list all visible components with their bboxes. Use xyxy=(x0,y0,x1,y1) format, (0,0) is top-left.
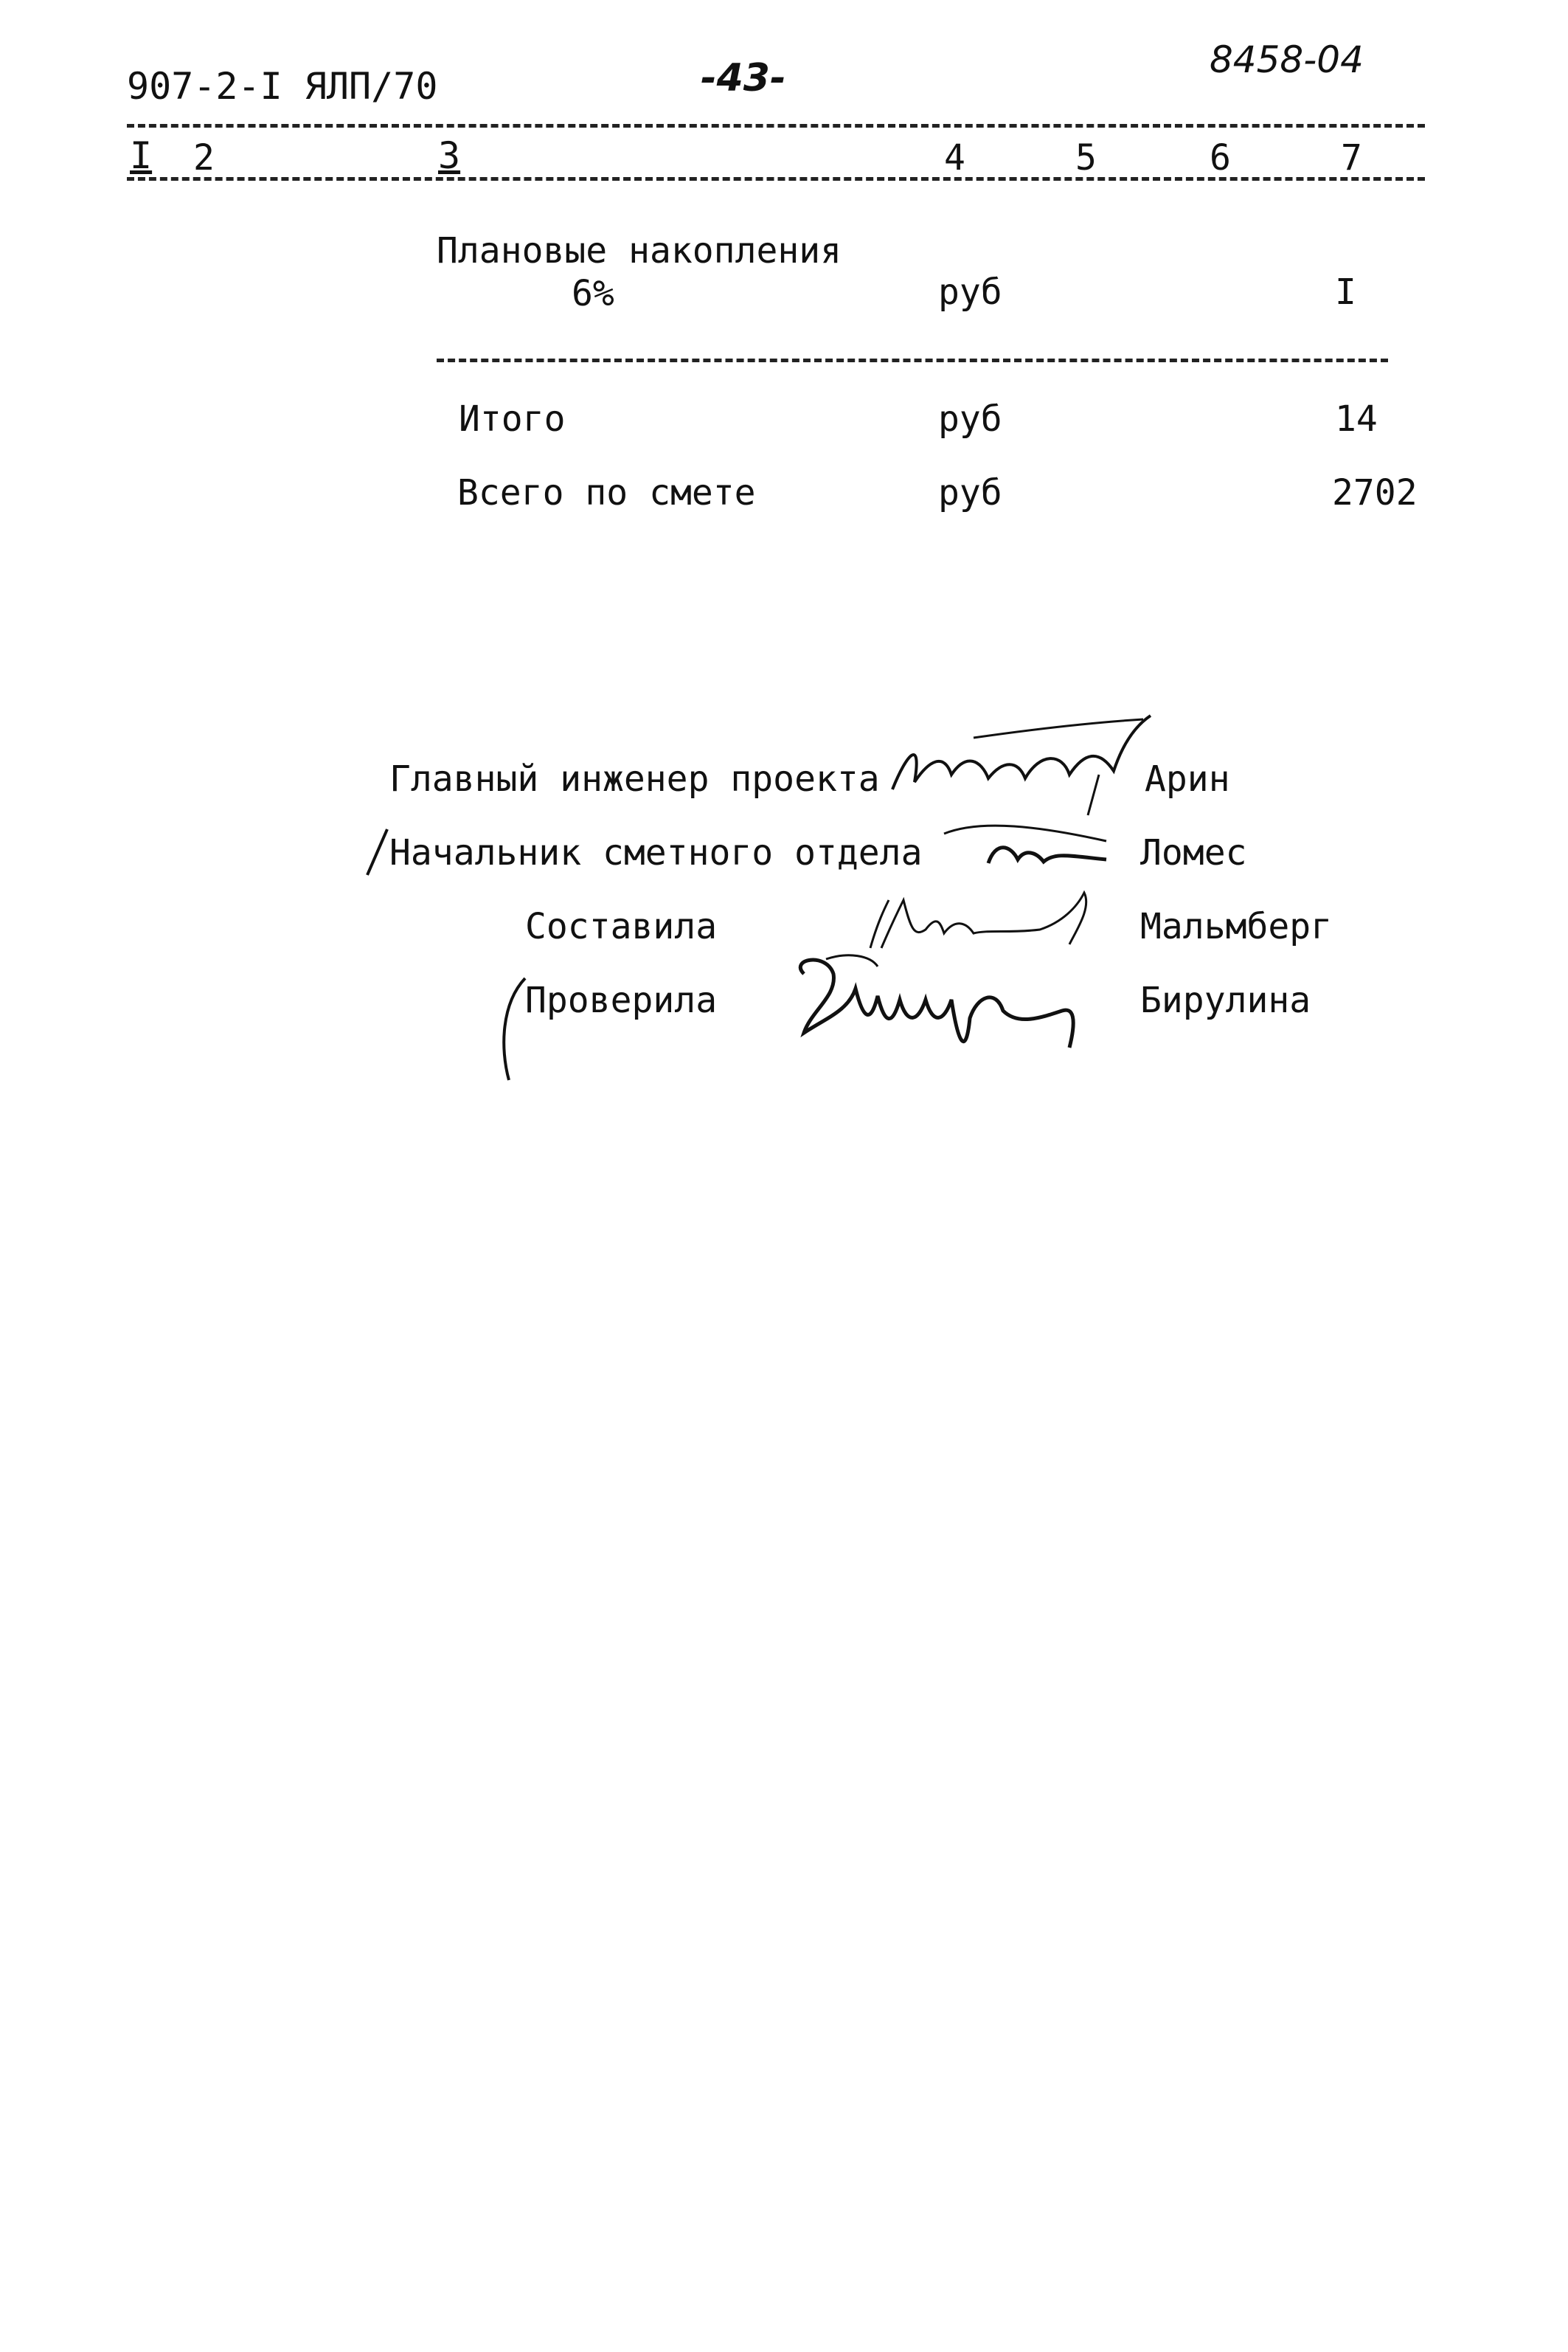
signature-name: Арин xyxy=(1145,758,1230,800)
row-note: 6% xyxy=(572,273,614,314)
column-row-divider xyxy=(127,177,1425,181)
row-unit: руб xyxy=(938,271,1002,313)
handwritten-signature xyxy=(937,812,1128,878)
signature-role: Начальник сметного отдела xyxy=(389,832,923,874)
column-number: 6 xyxy=(1210,137,1231,179)
row-value: 2702 xyxy=(1332,472,1418,513)
column-number: I xyxy=(130,134,153,177)
signature-role: Проверила xyxy=(525,980,718,1021)
signature-name: Ломес xyxy=(1140,832,1247,874)
column-number: 3 xyxy=(438,134,461,177)
signature-role: Главный инженер проекта xyxy=(389,758,880,800)
handwritten-signature xyxy=(878,708,1158,819)
column-number: 4 xyxy=(944,137,965,179)
signature-name: Мальмберг xyxy=(1140,906,1333,947)
row-unit: руб xyxy=(938,472,1002,513)
signature-role: Составила xyxy=(525,906,718,947)
signature-name: Бирулина xyxy=(1140,980,1311,1021)
row-name: Плановые накопления xyxy=(437,230,842,271)
row-unit: руб xyxy=(938,398,1002,440)
row-value: I xyxy=(1335,271,1356,313)
column-number: 7 xyxy=(1341,137,1362,179)
handwritten-signature xyxy=(782,944,1092,1062)
subtotal-divider xyxy=(437,359,1388,362)
column-number: 2 xyxy=(193,137,215,179)
document-code: 907-2-I ЯЛП/70 xyxy=(127,65,438,108)
row-name: Всего по смете xyxy=(457,472,756,513)
column-number: 5 xyxy=(1075,137,1097,179)
header-divider xyxy=(127,124,1425,128)
row-name: Итого xyxy=(459,398,566,440)
bracket-mark xyxy=(361,826,391,878)
row-value: 14 xyxy=(1335,398,1378,440)
page-number: -43- xyxy=(701,56,786,100)
sheet-code: 8458-04 xyxy=(1210,38,1364,81)
